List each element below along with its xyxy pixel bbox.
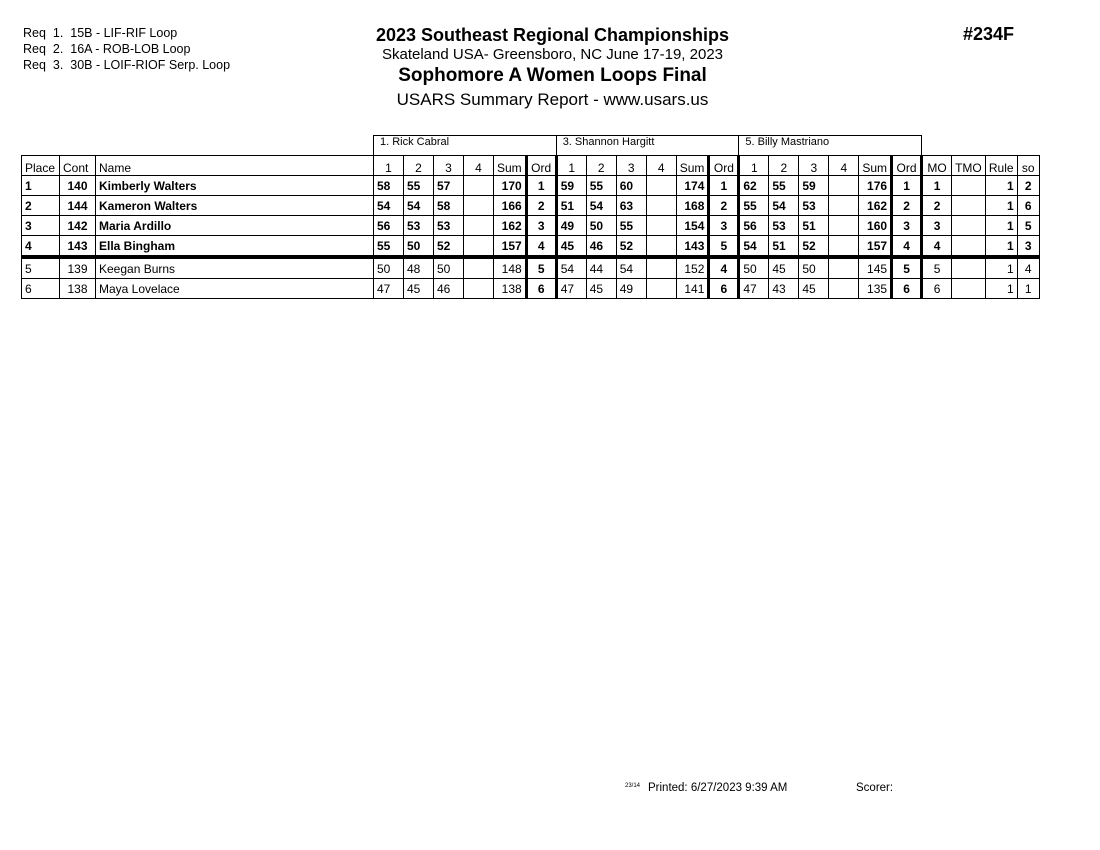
judge-3-score-3-cell: 50: [799, 257, 829, 279]
judge-2-ordinal-cell: 3: [709, 216, 739, 236]
rule-cell: 1: [985, 216, 1017, 236]
judge-3-sum-cell: 157: [859, 236, 892, 258]
col-name: Name: [96, 156, 374, 176]
event-number: #234F: [963, 24, 1015, 44]
judge-3-ordinal-cell: 4: [892, 236, 922, 258]
col-j2-s2: 2: [586, 156, 616, 176]
col-j2-sum: Sum: [676, 156, 709, 176]
scorer-label: Scorer:: [856, 782, 894, 794]
requirement-2: Req 2. 16A - ROB-LOB Loop: [23, 42, 191, 56]
judge-2-score-4-cell: [646, 196, 676, 216]
contestant-number-cell: 142: [60, 216, 96, 236]
place-cell: 5: [22, 257, 60, 279]
so-cell: 5: [1017, 216, 1039, 236]
judge-2-score-3-cell: 63: [616, 196, 646, 216]
mo-cell: 6: [922, 279, 952, 299]
col-j2-s4: 4: [646, 156, 676, 176]
rule-cell: 1: [985, 236, 1017, 258]
judge-1-sum-cell: 138: [494, 279, 527, 299]
judge-3-score-4-cell: [829, 279, 859, 299]
judge-2-score-1-cell: 49: [556, 216, 586, 236]
contestant-number-cell: 143: [60, 236, 96, 258]
tmo-cell: [952, 236, 986, 258]
judge-3-sum-cell: 160: [859, 216, 892, 236]
judge-3-score-4-cell: [829, 196, 859, 216]
col-rule: Rule: [985, 156, 1017, 176]
judge-2-sum-cell: 141: [676, 279, 709, 299]
judge-2-score-1-cell: 47: [556, 279, 586, 299]
contestant-number-cell: 138: [60, 279, 96, 299]
judge-2-score-3-cell: 60: [616, 176, 646, 196]
printed-timestamp: Printed: 6/27/2023 9:39 AM: [648, 782, 788, 794]
judges-row: [22, 136, 1040, 156]
judge-3-score-1-cell: 62: [739, 176, 769, 196]
judge-2-score-3-cell: 52: [616, 236, 646, 258]
judge-1-score-3-cell: 57: [434, 176, 464, 196]
judge-1-sum-cell: 162: [494, 216, 527, 236]
judge-2-score-3-cell: 54: [616, 257, 646, 279]
report-header: [280, 24, 825, 111]
judge-3-score-1-cell: 55: [739, 196, 769, 216]
tmo-cell: [952, 216, 986, 236]
judge-2-score-1-cell: 51: [556, 196, 586, 216]
judge-1-score-3-cell: 50: [434, 257, 464, 279]
table-row: [22, 216, 1040, 236]
judge-2-ordinal-cell: 2: [709, 196, 739, 216]
judge-1-score-4-cell: [464, 279, 494, 299]
so-cell: 3: [1017, 236, 1039, 258]
judge-3-sum-cell: 135: [859, 279, 892, 299]
mo-cell: 4: [922, 236, 952, 258]
judge-3-sum-cell: 145: [859, 257, 892, 279]
col-j1-s3: 3: [434, 156, 464, 176]
col-j2-s3: 3: [616, 156, 646, 176]
judge-2-score-2-cell: 44: [586, 257, 616, 279]
table-row: [22, 176, 1040, 196]
judge-1-score-2-cell: 45: [404, 279, 434, 299]
skater-name-cell: Maya Lovelace: [96, 279, 374, 299]
judge-1-ordinal-cell: 4: [526, 236, 556, 258]
judge-3-name: 5. Billy Mastriano: [739, 136, 922, 156]
table-row: [22, 279, 1040, 299]
judge-3-score-4-cell: [829, 216, 859, 236]
place-cell: 2: [22, 196, 60, 216]
place-cell: 4: [22, 236, 60, 258]
judge-2-score-3-cell: 49: [616, 279, 646, 299]
judge-3-sum-cell: 162: [859, 196, 892, 216]
col-j1-sum: Sum: [494, 156, 527, 176]
skater-name-cell: Kimberly Walters: [96, 176, 374, 196]
judge-1-score-4-cell: [464, 196, 494, 216]
judge-3-score-3-cell: 51: [799, 216, 829, 236]
judge-3-sum-cell: 176: [859, 176, 892, 196]
judge-1-score-1-cell: 47: [374, 279, 404, 299]
col-place: Place: [22, 156, 60, 176]
judge-1-score-3-cell: 58: [434, 196, 464, 216]
judge-3-score-3-cell: 59: [799, 176, 829, 196]
judge-1-score-2-cell: 50: [404, 236, 434, 258]
tmo-cell: [952, 176, 986, 196]
judge-2-score-4-cell: [646, 257, 676, 279]
judge-1-score-4-cell: [464, 216, 494, 236]
judge-1-score-2-cell: 53: [404, 216, 434, 236]
contestant-number-cell: 139: [60, 257, 96, 279]
col-j3-s3: 3: [799, 156, 829, 176]
so-cell: 6: [1017, 196, 1039, 216]
place-cell: 1: [22, 176, 60, 196]
tmo-cell: [952, 196, 986, 216]
championship-title: 2023 Southeast Regional Championships: [375, 25, 730, 45]
judge-1-ordinal-cell: 3: [526, 216, 556, 236]
judge-2-sum-cell: 174: [676, 176, 709, 196]
judge-3-ordinal-cell: 3: [892, 216, 922, 236]
place-cell: 3: [22, 216, 60, 236]
judge-2-score-3-cell: 55: [616, 216, 646, 236]
judge-1-score-3-cell: 53: [434, 216, 464, 236]
judge-1-score-4-cell: [464, 176, 494, 196]
judge-1-score-1-cell: 58: [374, 176, 404, 196]
judge-1-score-1-cell: 50: [374, 257, 404, 279]
judge-2-name: 3. Shannon Hargitt: [556, 136, 739, 156]
judge-1-sum-cell: 157: [494, 236, 527, 258]
col-j3-s1: 1: [739, 156, 769, 176]
rule-cell: 1: [985, 279, 1017, 299]
judge-3-score-4-cell: [829, 257, 859, 279]
judge-1-ordinal-cell: 6: [526, 279, 556, 299]
judge-2-score-2-cell: 46: [586, 236, 616, 258]
judge-1-sum-cell: 170: [494, 176, 527, 196]
table-row: [22, 257, 1040, 279]
mo-cell: 1: [922, 176, 952, 196]
judge-1-score-4-cell: [464, 236, 494, 258]
judge-1-sum-cell: 166: [494, 196, 527, 216]
judge-1-score-2-cell: 55: [404, 176, 434, 196]
mo-cell: 3: [922, 216, 952, 236]
judge-1-sum-cell: 148: [494, 257, 527, 279]
col-j1-s4: 4: [464, 156, 494, 176]
contestant-number-cell: 140: [60, 176, 96, 196]
judge-3-score-1-cell: 50: [739, 257, 769, 279]
mo-cell: 2: [922, 196, 952, 216]
judge-3-ordinal-cell: 5: [892, 257, 922, 279]
judge-3-score-2-cell: 55: [769, 176, 799, 196]
col-mo: MO: [922, 156, 952, 176]
so-cell: 4: [1017, 257, 1039, 279]
judge-2-ordinal-cell: 6: [709, 279, 739, 299]
judge-1-name: 1. Rick Cabral: [374, 136, 557, 156]
judge-3-score-2-cell: 51: [769, 236, 799, 258]
judge-3-score-1-cell: 54: [739, 236, 769, 258]
col-cont: Cont: [60, 156, 96, 176]
col-j3-ord: Ord: [892, 156, 922, 176]
column-header-row: [22, 156, 1040, 176]
judge-3-ordinal-cell: 2: [892, 196, 922, 216]
judge-2-score-2-cell: 55: [586, 176, 616, 196]
judge-2-score-1-cell: 54: [556, 257, 586, 279]
judge-1-ordinal-cell: 2: [526, 196, 556, 216]
judge-1-score-2-cell: 54: [404, 196, 434, 216]
col-j2-ord: Ord: [709, 156, 739, 176]
judge-1-score-3-cell: 52: [434, 236, 464, 258]
rule-cell: 1: [985, 196, 1017, 216]
judge-2-score-1-cell: 45: [556, 236, 586, 258]
col-j1-s2: 2: [404, 156, 434, 176]
col-tmo: TMO: [952, 156, 986, 176]
skater-name-cell: Maria Ardillo: [96, 216, 374, 236]
tmo-cell: [952, 279, 986, 299]
table-row: [22, 236, 1040, 258]
judge-2-score-2-cell: 54: [586, 196, 616, 216]
judge-2-score-4-cell: [646, 176, 676, 196]
col-j2-s1: 1: [556, 156, 586, 176]
col-j1-s1: 1: [374, 156, 404, 176]
rule-cell: 1: [985, 176, 1017, 196]
judge-3-score-3-cell: 52: [799, 236, 829, 258]
results-table: [21, 135, 1040, 299]
report-type: USARS Summary Report - www.usars.us: [396, 90, 709, 109]
judge-3-score-1-cell: 56: [739, 216, 769, 236]
judge-3-score-3-cell: 45: [799, 279, 829, 299]
judge-3-ordinal-cell: 1: [892, 176, 922, 196]
skater-name-cell: Keegan Burns: [96, 257, 374, 279]
judge-2-score-1-cell: 59: [556, 176, 586, 196]
judge-2-sum-cell: 152: [676, 257, 709, 279]
so-cell: 2: [1017, 176, 1039, 196]
judge-1-score-2-cell: 48: [404, 257, 434, 279]
judge-2-sum-cell: 154: [676, 216, 709, 236]
judge-3-score-2-cell: 53: [769, 216, 799, 236]
contestant-number-cell: 144: [60, 196, 96, 216]
col-so: so: [1017, 156, 1039, 176]
judge-3-ordinal-cell: 6: [892, 279, 922, 299]
judge-3-score-2-cell: 54: [769, 196, 799, 216]
skater-name-cell: Kameron Walters: [96, 196, 374, 216]
col-j3-sum: Sum: [859, 156, 892, 176]
col-j3-s4: 4: [829, 156, 859, 176]
venue-dates: Skateland USA- Greensboro, NC June 17-19, 2023: [381, 46, 724, 63]
judge-2-ordinal-cell: 5: [709, 236, 739, 258]
judge-1-score-3-cell: 46: [434, 279, 464, 299]
judge-2-ordinal-cell: 1: [709, 176, 739, 196]
judge-2-score-2-cell: 45: [586, 279, 616, 299]
rule-cell: 1: [985, 257, 1017, 279]
footer-code: 23/14: [625, 783, 641, 789]
judge-1-ordinal-cell: 1: [526, 176, 556, 196]
judge-3-score-4-cell: [829, 236, 859, 258]
judge-1-score-1-cell: 56: [374, 216, 404, 236]
skater-name-cell: Ella Bingham: [96, 236, 374, 258]
results-body: [22, 176, 1040, 299]
judge-2-ordinal-cell: 4: [709, 257, 739, 279]
judge-1-score-1-cell: 54: [374, 196, 404, 216]
col-j3-s2: 2: [769, 156, 799, 176]
judge-2-sum-cell: 143: [676, 236, 709, 258]
judge-2-score-4-cell: [646, 216, 676, 236]
judge-3-score-1-cell: 47: [739, 279, 769, 299]
judge-1-score-1-cell: 55: [374, 236, 404, 258]
judge-3-score-4-cell: [829, 176, 859, 196]
event-title: Sophomore A Women Loops Final: [398, 65, 707, 86]
judge-2-score-4-cell: [646, 236, 676, 258]
judge-2-score-2-cell: 50: [586, 216, 616, 236]
tmo-cell: [952, 257, 986, 279]
judge-1-score-4-cell: [464, 257, 494, 279]
judge-1-ordinal-cell: 5: [526, 257, 556, 279]
col-j1-ord: Ord: [526, 156, 556, 176]
requirements-list: [23, 25, 230, 73]
judge-3-score-2-cell: 43: [769, 279, 799, 299]
requirement-3: Req 3. 30B - LOIF-RIOF Serp. Loop: [23, 58, 231, 72]
so-cell: 1: [1017, 279, 1039, 299]
requirement-1: Req 1. 15B - LIF-RIF Loop: [23, 26, 178, 40]
place-cell: 6: [22, 279, 60, 299]
judge-3-score-3-cell: 53: [799, 196, 829, 216]
judge-2-score-4-cell: [646, 279, 676, 299]
mo-cell: 5: [922, 257, 952, 279]
judge-3-score-2-cell: 45: [769, 257, 799, 279]
judge-2-sum-cell: 168: [676, 196, 709, 216]
table-row: [22, 196, 1040, 216]
